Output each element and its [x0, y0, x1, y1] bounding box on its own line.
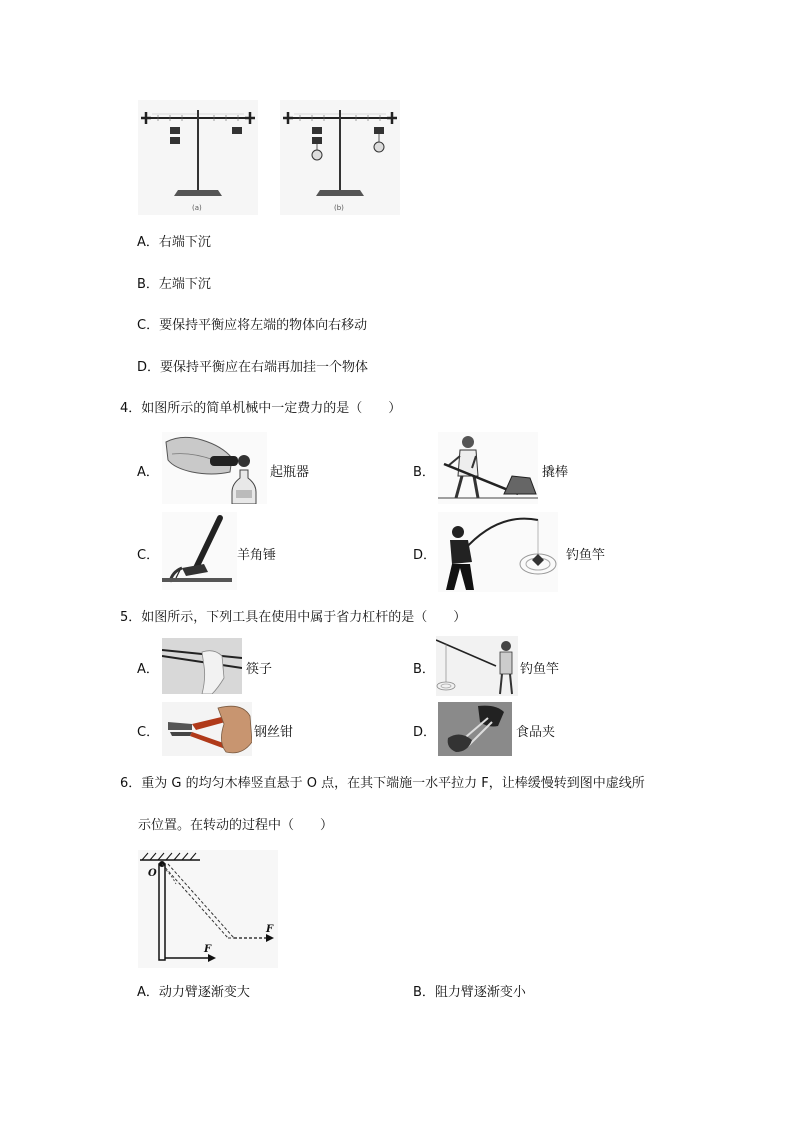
pliers-icon [162, 702, 252, 756]
chopsticks-icon [162, 638, 242, 694]
q4-option-c-caption: 羊角锤 [237, 548, 277, 563]
force-end-label: F [266, 924, 274, 935]
q3-option-b[interactable] [137, 277, 211, 293]
option-text: 阻力臂逐渐变小 [434, 985, 526, 1000]
claw-hammer-icon [162, 512, 237, 590]
option-letter: B． [413, 985, 435, 1000]
option-letter: A． [137, 235, 159, 250]
option-text: 要保持平衡应将左端的物体向右移动 [159, 318, 368, 333]
lever-figure-a [138, 100, 258, 215]
q4-option-c-letter[interactable]: C． [137, 548, 160, 563]
fishing-rod-icon [438, 512, 558, 592]
q5-option-d-caption: 食品夹 [516, 725, 556, 740]
option-text: 左端下沉 [158, 277, 211, 292]
q3-option-a[interactable] [137, 235, 211, 251]
fishing-rod-icon [436, 636, 518, 696]
q5-option-b-letter[interactable]: B． [413, 662, 435, 677]
q5-option-c-caption: 钢丝钳 [254, 725, 294, 740]
bottle-opener-icon [162, 432, 267, 504]
option-letter: D． [137, 360, 161, 375]
rod-rotation-diagram [138, 850, 278, 968]
q6-stem-line1: 6．重为 G 的均匀木棒竖直悬于 O 点，在其下端施一水平拉力 F，让棒缓慢转到图中虚线所 [120, 776, 645, 791]
q4-option-b-letter[interactable]: B． [413, 465, 435, 480]
q6-stem-line2: 示位置。在转动的过程中（ ） [138, 818, 334, 833]
pivot-label: O [148, 868, 157, 879]
q4-option-b-caption: 撬棒 [542, 465, 569, 480]
q5-option-a-letter[interactable]: A． [137, 662, 159, 677]
force-start-label: F [204, 944, 212, 955]
lever-figure-b [280, 100, 400, 215]
q4-stem: 4．如图所示的简单机械中一定费力的是（ ） [120, 401, 402, 416]
figure-a-caption: (a) [192, 204, 202, 212]
q4-option-d-caption: 钓鱼竿 [566, 548, 606, 563]
option-text: 要保持平衡应在右端再加挂一个物体 [160, 360, 369, 375]
q5-option-b-caption: 钓鱼竿 [520, 662, 560, 677]
q6-option-a[interactable] [137, 985, 250, 1001]
figure-b-caption: (b) [334, 204, 344, 212]
q6-option-b[interactable] [413, 985, 526, 1001]
food-tongs-icon [438, 702, 512, 756]
q3-option-d[interactable] [137, 360, 368, 376]
q3-option-c[interactable] [137, 318, 367, 334]
crowbar-icon [438, 432, 538, 504]
q5-option-a-caption: 筷子 [246, 662, 273, 677]
q4-option-a-letter[interactable]: A． [137, 465, 159, 480]
option-letter: B． [137, 277, 159, 292]
q4-option-d-letter[interactable]: D． [413, 548, 437, 563]
q4-option-a-caption: 起瓶器 [270, 465, 310, 480]
q5-option-d-letter[interactable]: D． [413, 725, 437, 740]
option-letter: C． [137, 318, 160, 333]
option-text: 右端下沉 [158, 235, 211, 250]
q5-stem: 5．如图所示，下列工具在使用中属于省力杠杆的是（ ） [120, 610, 467, 625]
option-letter: A． [137, 985, 159, 1000]
q5-option-c-letter[interactable]: C． [137, 725, 160, 740]
option-text: 动力臂逐渐变大 [158, 985, 250, 1000]
